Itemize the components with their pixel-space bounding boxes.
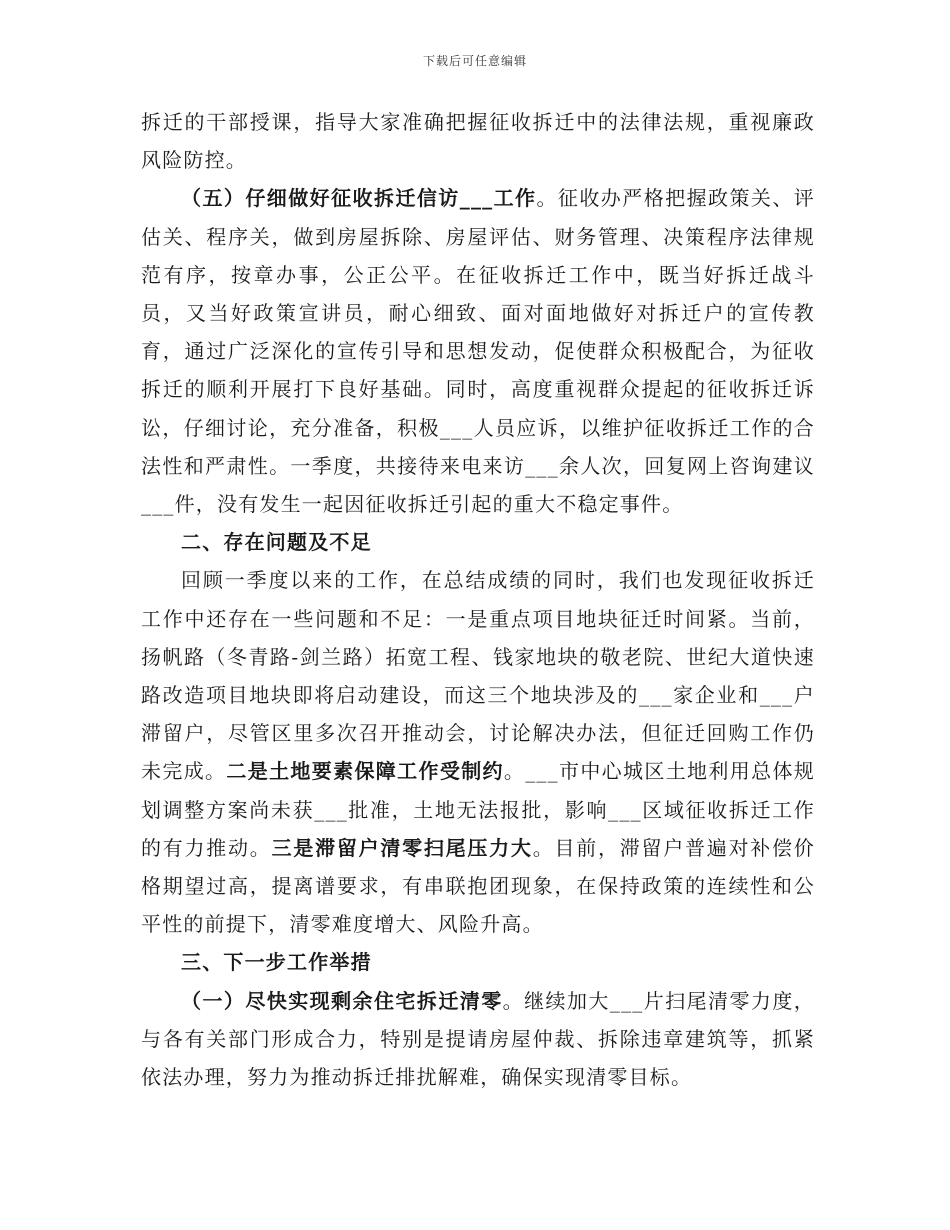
paragraph-2	[141, 179, 815, 523]
section-heading-3: 三、下一步工作举措	[181, 950, 372, 975]
subsection-title-1: （一）尽快实现剩余住宅拆迁清零	[181, 988, 503, 1013]
section-heading-2: 二、存在问题及不足	[181, 530, 372, 555]
paragraph-1: 拆迁的干部授课，指导大家准确把握征收拆迁中的法律法规，重视廉政风险防控。	[141, 110, 815, 173]
page-header: 下载后可任意编辑	[422, 54, 527, 68]
paragraph-3-part-c: 。___市中心城区土地利用总体规划调整方案尚未获___批准，土地无法报批，影响___区域征收拆迁工作的有力推动。	[141, 759, 815, 860]
paragraph-3-point-2: 二是土地要素保障工作受制约	[226, 759, 504, 784]
document-body	[141, 103, 815, 1096]
paragraph-3-part-a: 回顾一季度以来的工作，在总结成绩的同时，我们也发现征收拆迁工作中还存在一些问题和不足：一是重点项目地块征迁时间紧。当前，扬帆路（冬青路-剑兰路）拓宽工程、钱家地块的敬老院、世纪大道快速路改造项目地块即将启动建设，而这三个地块涉及的___家企业和___户滞留户，尽管区里多次召开推动会，讨论解决办法，但征迁回购工作仍未完成。	[141, 568, 815, 784]
paragraph-4-body: 。继续加大___片扫尾清零力度，与各有关部门形成合力，特别是提请房屋仲裁、拆除违章建筑等，抓紧依法办理，努力为推动拆迁排扰解难，确保实现清零目标。	[141, 988, 816, 1090]
paragraph-4	[141, 982, 815, 1097]
subsection-title-5: （五）仔细做好征收拆迁信访___工作	[181, 186, 537, 211]
paragraph-3	[141, 561, 815, 943]
paragraph-3-point-3: 三是滞留户清零扫尾压力大	[271, 835, 533, 860]
paragraph-3-part-e: 。目前，滞留户普遍对补偿价格期望过高，提离谱要求，有串联抱团现象，在保持政策的连续性和公平性的前提下，清零难度增大、风险升高。	[141, 835, 815, 937]
paragraph-2-body: 。征收办严格把握政策关、评估关、程序关，做到房屋拆除、房屋评估、财务管理、决策程序法律规范有序，按章办事，公正公平。在征收拆迁工作中，既当好拆迁战斗员，又当好政策宣讲员，耐心细致、面对面地做好对拆迁户的宣传教育，通过广泛深化的宣传引导和思想发动，促使群众积极配合，为征收拆迁的顺利开展打下良好基础。同时，高度重视群众提起的征收拆迁诉讼，仔细讨论，充分准备，积极___人员应诉，以维护征收拆迁工作的合法性和严肃性。一季度，共接待来电来访___余人次，回复网上咨询建议___件，没有发生一起因征收拆迁引起的重大不稳定事件。	[141, 186, 815, 517]
